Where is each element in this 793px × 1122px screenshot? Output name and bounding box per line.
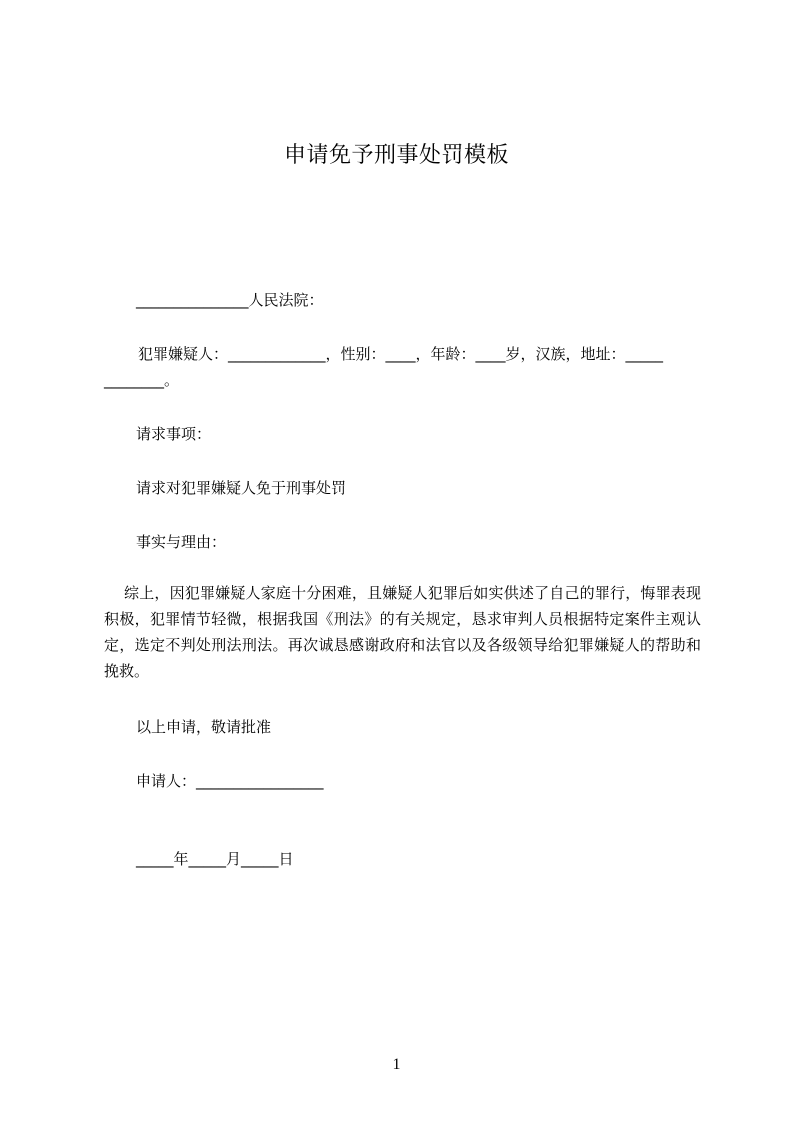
request-text: 请求对犯罪嫌疑人免于刑事处罚 [136, 479, 347, 497]
court-line: _______________人民法院： [136, 291, 324, 309]
suspect-info-line-continued: ________。 [104, 371, 180, 389]
applicant-line: 申请人：_________________ [136, 772, 324, 790]
closing-text: 以上申请，敬请批准 [136, 718, 272, 736]
reasons-paragraph: 综上，因犯罪嫌疑人家庭十分困难，且嫌疑人犯罪后如实供述了自己的罪行，悔罪表现积极，犯罪情节轻微，根据我国《刑法》的有关规定，恳求审判人员根据特定案件主观认定，选定不判处刑法刑法。再次诚恳感谢政府和法官以及各级领导给犯罪嫌疑人的帮助和挽救。 [104, 584, 701, 680]
suspect-info-line: 犯罪嫌疑人：_____________，性别：____，年龄：____岁，汉族，地址：_____ [138, 345, 664, 363]
document-title: 申请免予刑事处罚模板 [283, 143, 509, 168]
request-heading: 请求事项： [136, 425, 212, 443]
page-number: 1 [392, 1056, 401, 1073]
date-line: _____年_____月_____日 [136, 850, 294, 868]
reasons-heading: 事实与理由： [136, 533, 227, 551]
